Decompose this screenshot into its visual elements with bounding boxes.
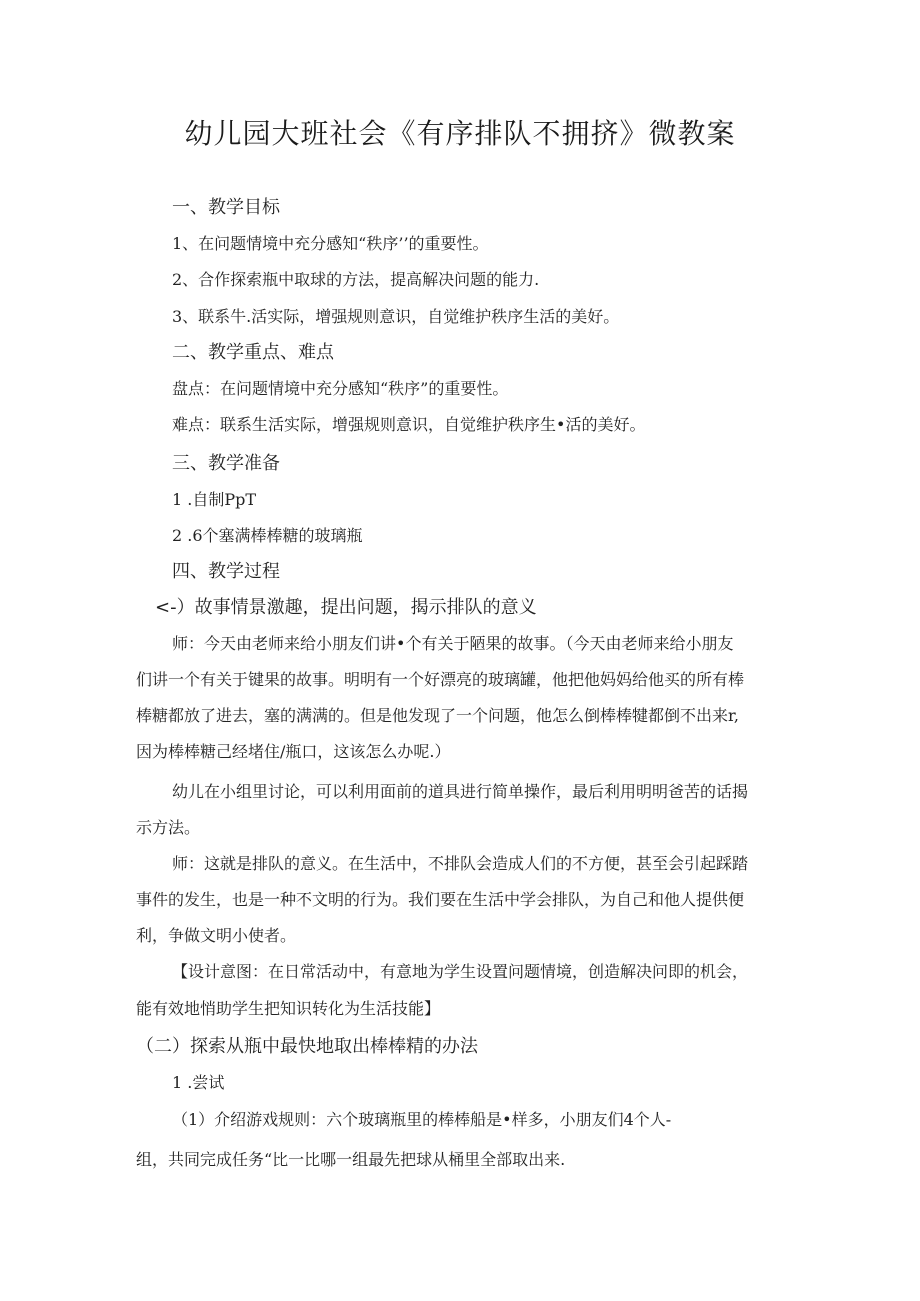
part2-heading: （二）探索从瓶中最快地取出棒棒精的办法 (136, 1036, 478, 1057)
difficult-point-text: 难点：联系生活实际，增强规则意识，自觉维护秩序生•活的美好。 (172, 415, 646, 434)
prep-item-2: 2 .6个塞满棒棒糖的玻璃瓶 (172, 526, 363, 545)
goal-item-2: 2、合作探索瓶中取球的方法，提高解决问题的能力. (172, 270, 540, 289)
section-heading-preparation: 三、教学准备 (172, 453, 280, 474)
game-rule-line-1: （1）介绍游戏规则：六个玻璃瓶里的棒棒船是•样多，小朋友们4个人- (172, 1110, 672, 1129)
paragraph-2-line-1: 幼儿在小组里讨论，可以利用面前的道具进行简单操作，最后利用明明爸苦的话揭 (172, 782, 749, 801)
paragraph-3-line-2: 事件的发生，也是一种不文明的行为。我们要在生活中学会排队，为自己和他人提供便 (136, 890, 745, 909)
paragraph-3-line-1: 师：这就是排队的意义。在生活中，不排队会造成人们的不方便，甚至会引起踩踏 (172, 854, 749, 873)
section-heading-key-points: 二、教学重点、难点 (172, 342, 334, 363)
section-heading-process: 四、教学过程 (172, 561, 280, 582)
paragraph-1-line-2: 们讲一个有关于键果的故事。明明有一个好漂亮的玻璃罐，他把他妈妈给他买的所有棒 (136, 670, 745, 689)
paragraph-1-line-4: 因为棒棒糖己经堵住/瓶口，这该怎么办呢.） (136, 742, 451, 761)
paragraph-1-line-3: 棒糖都放了进去，塞的满满的。但是他发现了一个问题，他怎么倒棒棒犍都倒不出来r, (136, 706, 739, 725)
design-intent-line-2: 能有效地悄助学生把知识转化为生活技能】 (136, 999, 441, 1018)
document-title: 幼儿园大班社会《有序排队不拥挤》微教案 (184, 117, 736, 150)
step-1-try: 1 .尝试 (172, 1073, 225, 1092)
goal-item-1: 1、在问题情境中充分感知“秩序’’的重要性。 (172, 234, 489, 253)
paragraph-1-line-1: 师：今天由老师来给小朋友们讲•个有关于陋果的故事。（今天由老师来给小朋友 (172, 634, 734, 653)
prep-item-1: 1 .自制PpT (172, 490, 257, 509)
goal-item-3: 3、联系牛.活实际，增强规则意识，自觉维护秩序生活的美好。 (172, 307, 620, 326)
section-heading-goals: 一、教学目标 (172, 197, 280, 218)
game-rule-line-2: 组，共同完成任务“比一比哪一组最先把球从桶里全部取出来. (136, 1150, 566, 1169)
key-point-text: 盘点：在问题情境中充分感知“秩序”的重要性。 (172, 379, 509, 398)
design-intent-line-1: 【设计意图：在日常活动中，有意地为学生设置问题情境，创造解决问即的机会， (172, 962, 749, 981)
paragraph-3-line-3: 利，争做文明小使者。 (136, 926, 297, 945)
paragraph-2-line-2: 示方法。 (136, 818, 201, 837)
part1-heading: <-）故事情景激趣，提出问题，揭示排队的意义 (155, 597, 537, 618)
